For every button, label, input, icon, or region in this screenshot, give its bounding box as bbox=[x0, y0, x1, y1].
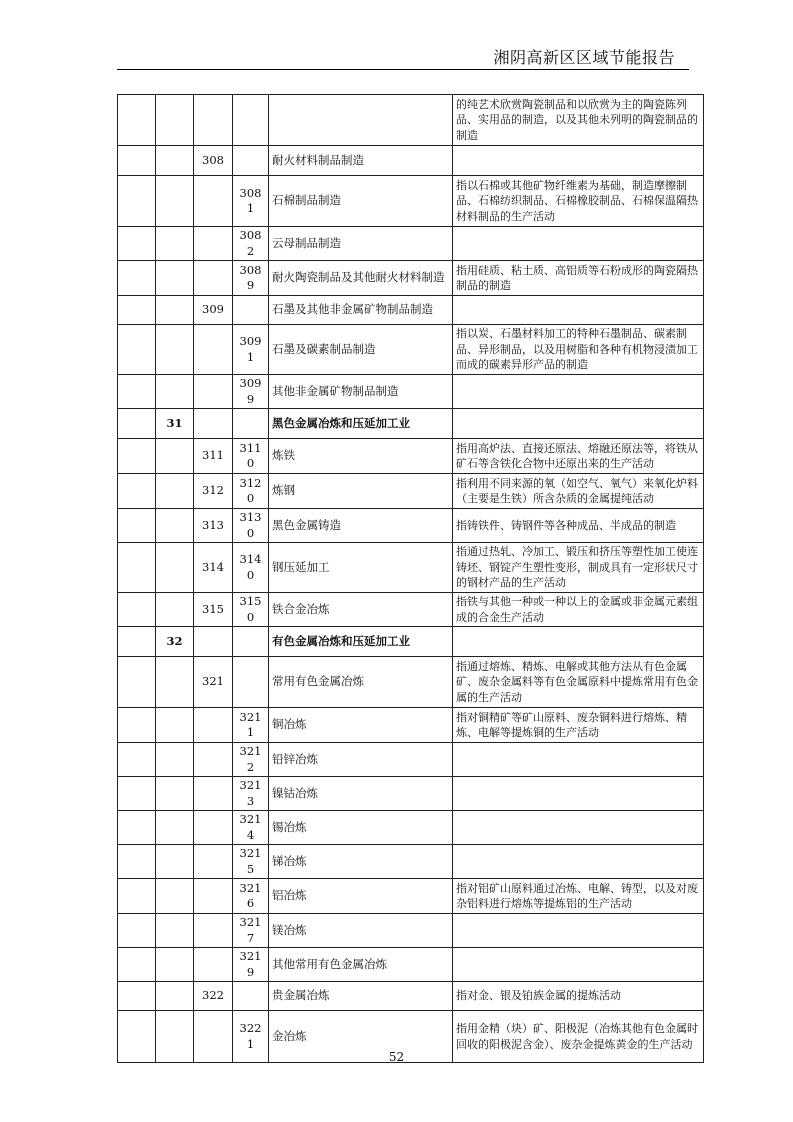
cell-category-name: 钢压延加工 bbox=[269, 543, 453, 593]
cell-section bbox=[118, 879, 156, 914]
cell-medium-code bbox=[194, 409, 233, 439]
table-row bbox=[118, 474, 704, 509]
cell-description: 指铁与其他一种或一种以上的金属或非金属元素组成的合金生产活动 bbox=[453, 593, 704, 627]
cell-category-name: 铝冶炼 bbox=[269, 879, 453, 914]
cell-medium-code bbox=[194, 176, 233, 227]
cell-minor-code: 3120 bbox=[233, 474, 269, 509]
cell-medium-code bbox=[194, 95, 233, 146]
cell-minor-code bbox=[233, 146, 269, 176]
cell-section bbox=[118, 657, 156, 708]
cell-category-name: 耐火陶瓷制品及其他耐火材料制造 bbox=[269, 261, 453, 296]
cell-medium-code bbox=[194, 375, 233, 409]
cell-minor-code bbox=[233, 296, 269, 325]
table-row bbox=[118, 509, 704, 543]
table-row bbox=[118, 543, 704, 593]
table-row bbox=[118, 948, 704, 982]
industry-classification-table bbox=[117, 94, 704, 1063]
cell-description: 指对铜精矿等矿山原料、废杂铜料进行熔炼、精炼、电解等提炼铜的生产活动 bbox=[453, 708, 704, 743]
cell-category-name: 贵金属冶炼 bbox=[269, 982, 453, 1011]
cell-major-code bbox=[156, 811, 194, 845]
cell-minor-code: 3089 bbox=[233, 261, 269, 296]
cell-minor-code: 3130 bbox=[233, 509, 269, 543]
cell-description bbox=[453, 914, 704, 948]
page-number: 52 bbox=[388, 1050, 405, 1064]
cell-major-code bbox=[156, 845, 194, 879]
cell-medium-code bbox=[194, 914, 233, 948]
cell-medium-code bbox=[194, 227, 233, 261]
table-row bbox=[118, 811, 704, 845]
cell-description bbox=[453, 743, 704, 777]
cell-minor-code: 3150 bbox=[233, 593, 269, 627]
cell-minor-code bbox=[233, 657, 269, 708]
cell-category-name: 铅锌冶炼 bbox=[269, 743, 453, 777]
cell-minor-code: 3219 bbox=[233, 948, 269, 982]
cell-section bbox=[118, 914, 156, 948]
cell-major-code bbox=[156, 227, 194, 261]
cell-category-name: 锡冶炼 bbox=[269, 811, 453, 845]
cell-section bbox=[118, 509, 156, 543]
cell-section bbox=[118, 845, 156, 879]
table-row bbox=[118, 845, 704, 879]
cell-major-code bbox=[156, 593, 194, 627]
cell-category-name: 石棉制品制造 bbox=[269, 176, 453, 227]
cell-minor-code: 3140 bbox=[233, 543, 269, 593]
cell-minor-code bbox=[233, 627, 269, 657]
cell-description: 指用硅质、粘土质、高铝质等石粉成形的陶瓷隔热制品的制造 bbox=[453, 261, 704, 296]
cell-major-code bbox=[156, 375, 194, 409]
cell-major-code: 32 bbox=[156, 627, 194, 657]
cell-description: 指对金、银及铂族金属的提炼活动 bbox=[453, 982, 704, 1011]
cell-description bbox=[453, 227, 704, 261]
table-row bbox=[118, 593, 704, 627]
cell-medium-code bbox=[194, 708, 233, 743]
cell-medium-code: 322 bbox=[194, 982, 233, 1011]
cell-major-code bbox=[156, 296, 194, 325]
table-row bbox=[118, 914, 704, 948]
cell-description: 指用金精（块）矿、阳极泥（冶炼其他有色金属时回收的阳极泥含金）、废杂金提炼黄金的生产活动 bbox=[453, 1011, 704, 1063]
cell-minor-code: 3081 bbox=[233, 176, 269, 227]
cell-medium-code bbox=[194, 325, 233, 375]
cell-medium-code: 315 bbox=[194, 593, 233, 627]
cell-minor-code: 3091 bbox=[233, 325, 269, 375]
cell-category-name: 石墨及其他非金属矿物制品制造 bbox=[269, 296, 453, 325]
cell-medium-code: 308 bbox=[194, 146, 233, 176]
cell-description: 指通过热轧、冷加工、锻压和挤压等塑性加工使连铸坯、钢锭产生塑性变形，制成具有一定形状尺寸的钢材产品的生产活动 bbox=[453, 543, 704, 593]
cell-description: 指以石棉或其他矿物纤维素为基础，制造摩擦制品、石棉纺织制品、石棉橡胶制品、石棉保温隔热材料制品的生产活动 bbox=[453, 176, 704, 227]
cell-section bbox=[118, 409, 156, 439]
cell-description: 指利用不同来源的氧（如空气、氧气）来氧化炉料（主要是生铁）所含杂质的金属提纯活动 bbox=[453, 474, 704, 509]
cell-minor-code: 3213 bbox=[233, 777, 269, 811]
cell-major-code bbox=[156, 146, 194, 176]
cell-category-name: 其他非金属矿物制品制造 bbox=[269, 375, 453, 409]
cell-medium-code bbox=[194, 811, 233, 845]
cell-medium-code: 321 bbox=[194, 657, 233, 708]
table-row bbox=[118, 879, 704, 914]
cell-category-name: 锑冶炼 bbox=[269, 845, 453, 879]
table-row bbox=[118, 743, 704, 777]
table-row bbox=[118, 409, 704, 439]
cell-medium-code: 309 bbox=[194, 296, 233, 325]
cell-major-code bbox=[156, 743, 194, 777]
cell-minor-code: 3082 bbox=[233, 227, 269, 261]
cell-major-code bbox=[156, 176, 194, 227]
cell-category-name: 云母制品制造 bbox=[269, 227, 453, 261]
table-row bbox=[118, 708, 704, 743]
cell-section bbox=[118, 777, 156, 811]
cell-medium-code bbox=[194, 777, 233, 811]
cell-section bbox=[118, 261, 156, 296]
table-row bbox=[118, 627, 704, 657]
cell-description: 指对铝矿山原料通过冶炼、电解、铸型，以及对废杂铝料进行熔炼等提炼铝的生产活动 bbox=[453, 879, 704, 914]
cell-description: 指以炭、石墨材料加工的特种石墨制品、碳素制品、异形制品，以及用树脂和各种有机物浸渍加工而成的碳素异形产品的制造 bbox=[453, 325, 704, 375]
cell-section bbox=[118, 982, 156, 1011]
cell-description bbox=[453, 296, 704, 325]
cell-major-code bbox=[156, 325, 194, 375]
cell-minor-code: 3099 bbox=[233, 375, 269, 409]
cell-section bbox=[118, 948, 156, 982]
document-header-title: 湘阴高新区区域节能报告 bbox=[493, 48, 675, 67]
cell-description bbox=[453, 409, 704, 439]
cell-category-name: 炼铁 bbox=[269, 439, 453, 474]
cell-section bbox=[118, 627, 156, 657]
cell-section bbox=[118, 95, 156, 146]
cell-major-code bbox=[156, 657, 194, 708]
cell-minor-code: 3110 bbox=[233, 439, 269, 474]
cell-minor-code: 3212 bbox=[233, 743, 269, 777]
cell-minor-code: 3215 bbox=[233, 845, 269, 879]
cell-minor-code: 3211 bbox=[233, 708, 269, 743]
cell-major-code bbox=[156, 509, 194, 543]
table-row bbox=[118, 657, 704, 708]
cell-category-name: 镍钴冶炼 bbox=[269, 777, 453, 811]
cell-section bbox=[118, 439, 156, 474]
cell-section bbox=[118, 543, 156, 593]
table-row bbox=[118, 296, 704, 325]
cell-category-name: 金冶炼 bbox=[269, 1011, 453, 1063]
cell-description: 指用高炉法、直接还原法、熔融还原法等，将铁从矿石等含铁化合物中还原出来的生产活动 bbox=[453, 439, 704, 474]
cell-major-code bbox=[156, 261, 194, 296]
cell-medium-code bbox=[194, 627, 233, 657]
cell-minor-code: 3214 bbox=[233, 811, 269, 845]
cell-description bbox=[453, 948, 704, 982]
cell-description: 的纯艺术欣赏陶瓷制品和以欣赏为主的陶瓷陈列品、实用品的制造，以及其他未列明的陶瓷制品的制造 bbox=[453, 95, 704, 146]
cell-medium-code: 312 bbox=[194, 474, 233, 509]
table-row bbox=[118, 375, 704, 409]
cell-major-code bbox=[156, 914, 194, 948]
table-body bbox=[118, 95, 704, 1063]
cell-category-name: 黑色金属铸造 bbox=[269, 509, 453, 543]
table-row bbox=[118, 146, 704, 176]
cell-medium-code: 313 bbox=[194, 509, 233, 543]
cell-minor-code bbox=[233, 95, 269, 146]
table-row bbox=[118, 95, 704, 146]
cell-description bbox=[453, 146, 704, 176]
cell-major-code bbox=[156, 879, 194, 914]
table-row bbox=[118, 261, 704, 296]
cell-category-name bbox=[269, 95, 453, 146]
cell-section bbox=[118, 811, 156, 845]
cell-major-code bbox=[156, 948, 194, 982]
cell-medium-code bbox=[194, 948, 233, 982]
cell-major-code bbox=[156, 474, 194, 509]
cell-minor-code: 3217 bbox=[233, 914, 269, 948]
cell-section bbox=[118, 593, 156, 627]
cell-minor-code: 3216 bbox=[233, 879, 269, 914]
cell-category-name: 耐火材料制品制造 bbox=[269, 146, 453, 176]
cell-section bbox=[118, 474, 156, 509]
cell-major-code bbox=[156, 439, 194, 474]
cell-medium-code bbox=[194, 743, 233, 777]
cell-major-code bbox=[156, 543, 194, 593]
cell-minor-code: 3221 bbox=[233, 1011, 269, 1063]
cell-category-name: 铜冶炼 bbox=[269, 708, 453, 743]
cell-description bbox=[453, 627, 704, 657]
cell-section bbox=[118, 375, 156, 409]
cell-major-code bbox=[156, 982, 194, 1011]
cell-category-name: 镁冶炼 bbox=[269, 914, 453, 948]
cell-description bbox=[453, 777, 704, 811]
cell-category-name: 黑色金属冶炼和压延加工业 bbox=[269, 409, 453, 439]
cell-category-name: 石墨及碳素制品制造 bbox=[269, 325, 453, 375]
cell-major-code bbox=[156, 95, 194, 146]
cell-minor-code bbox=[233, 982, 269, 1011]
table-row bbox=[118, 227, 704, 261]
cell-category-name: 有色金属冶炼和压延加工业 bbox=[269, 627, 453, 657]
cell-medium-code bbox=[194, 261, 233, 296]
cell-medium-code bbox=[194, 845, 233, 879]
cell-minor-code bbox=[233, 409, 269, 439]
cell-description bbox=[453, 375, 704, 409]
cell-category-name: 其他常用有色金属冶炼 bbox=[269, 948, 453, 982]
cell-major-code: 31 bbox=[156, 409, 194, 439]
table-row bbox=[118, 176, 704, 227]
cell-section bbox=[118, 708, 156, 743]
cell-major-code bbox=[156, 777, 194, 811]
cell-medium-code: 314 bbox=[194, 543, 233, 593]
cell-major-code bbox=[156, 708, 194, 743]
table-row bbox=[118, 982, 704, 1011]
table-row bbox=[118, 325, 704, 375]
cell-section bbox=[118, 146, 156, 176]
table-row bbox=[118, 777, 704, 811]
cell-section bbox=[118, 743, 156, 777]
cell-section bbox=[118, 325, 156, 375]
cell-section bbox=[118, 227, 156, 261]
header-rule bbox=[117, 69, 689, 70]
cell-description: 指通过熔炼、精炼、电解或其他方法从有色金属矿、废杂金属料等有色金属原料中提炼常用有色金属的生产活动 bbox=[453, 657, 704, 708]
cell-category-name: 铁合金冶炼 bbox=[269, 593, 453, 627]
cell-category-name: 常用有色金属冶炼 bbox=[269, 657, 453, 708]
cell-section bbox=[118, 176, 156, 227]
cell-section bbox=[118, 296, 156, 325]
cell-category-name: 炼钢 bbox=[269, 474, 453, 509]
cell-description: 指铸铁件、铸钢件等各种成品、半成品的制造 bbox=[453, 509, 704, 543]
table-row bbox=[118, 439, 704, 474]
cell-description bbox=[453, 811, 704, 845]
cell-medium-code bbox=[194, 879, 233, 914]
cell-description bbox=[453, 845, 704, 879]
cell-medium-code: 311 bbox=[194, 439, 233, 474]
